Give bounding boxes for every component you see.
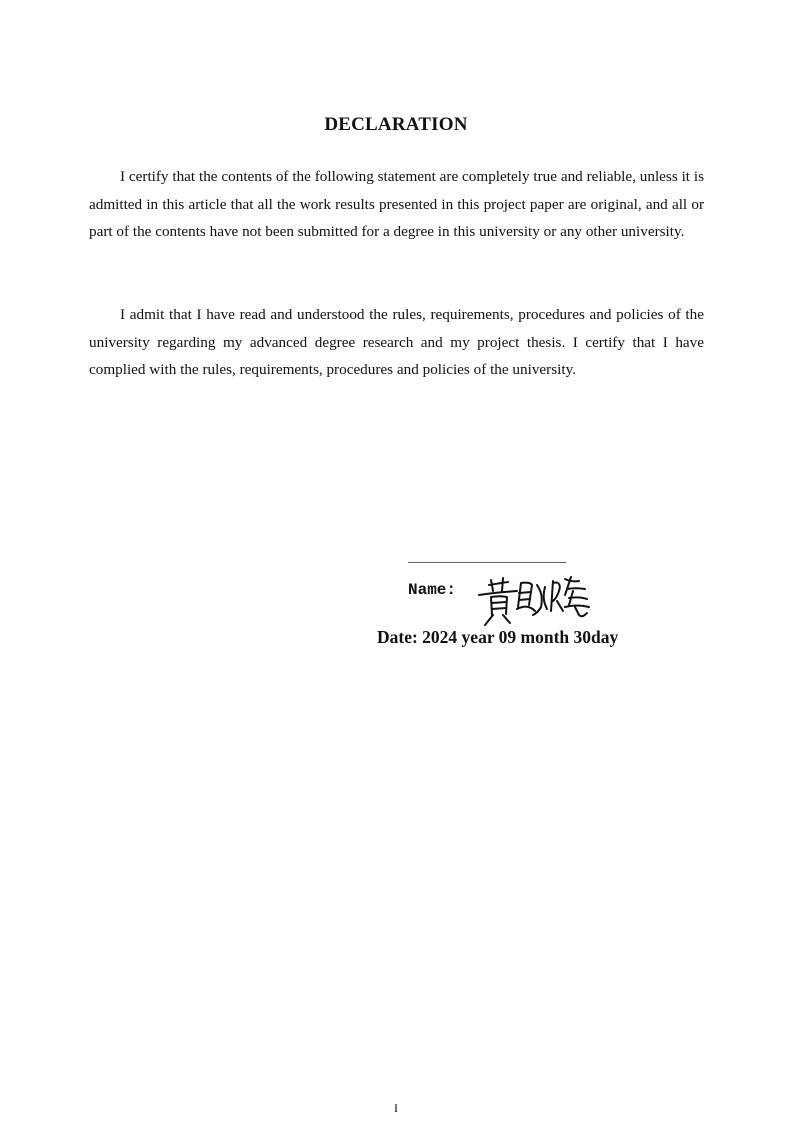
name-label: Name: [408,581,457,599]
date-line: Date: 2024 year 09 month 30day [377,627,619,647]
declaration-paragraph-2: I admit that I have read and understood the rules, requirements, procedures and policies of the university regarding my advanced degree research and my project thesis. I certify that I have complied with the rules, requirements, procedures and policies of the university. [89,306,704,378]
page-title: DECLARATION [324,114,468,135]
handwritten-signature [477,571,592,627]
signature-line: ____________________ [408,550,567,566]
page-number: I [394,1101,398,1115]
signature-block [377,548,677,658]
declaration-paragraph-1: I certify that the contents of the following statement are completely true and reliable, unless it is admitted in this article that all the work results presented in this project paper are original, and all or part of the contents have not been submitted for a degree in this university or any other university. [89,168,704,240]
